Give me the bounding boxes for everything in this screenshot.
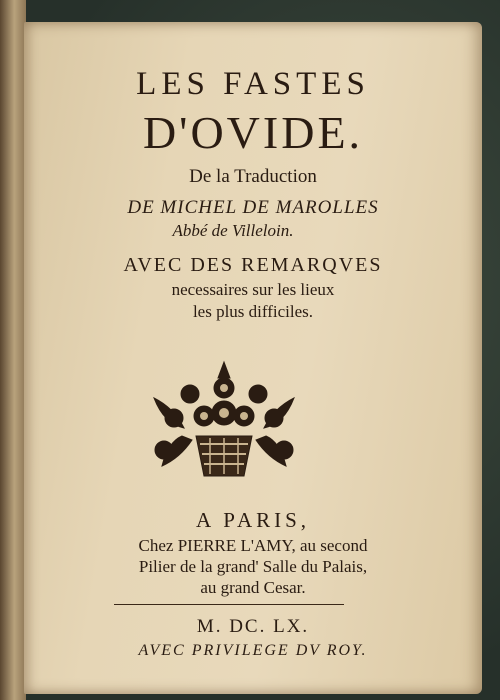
remarks-line-3: les plus difficiles. [192,302,314,321]
book-spine-edge [0,0,26,700]
place-line: A PARIS, [195,508,311,532]
author-line: DE MICHEL DE MAROLLES [127,197,379,218]
title-page [24,22,482,694]
publisher-line-1: Chez PIERRE L'AMY, au second [138,536,368,555]
date-line: M. DC. LX. [196,616,310,637]
title-line-2: D'OVIDE. [142,107,364,158]
publisher-line-2: Pilier de la grand' Salle du Palais, [138,557,368,576]
title-line-1: LES FASTES [136,66,370,102]
publisher-line-3: au grand Cesar. [200,578,306,597]
translation-line: De la Traduction [189,166,317,187]
abbe-line: Abbé de Villeloin. [172,221,294,240]
remarks-line-2: necessaires sur les lieux [171,280,335,299]
remarks-line-1: AVEC DES REMARQVES [123,254,383,276]
privilege-line: AVEC PRIVILEGE DV ROY. [138,642,368,659]
flower-basket-ornament-icon [144,358,304,478]
divider-rule [114,604,344,605]
